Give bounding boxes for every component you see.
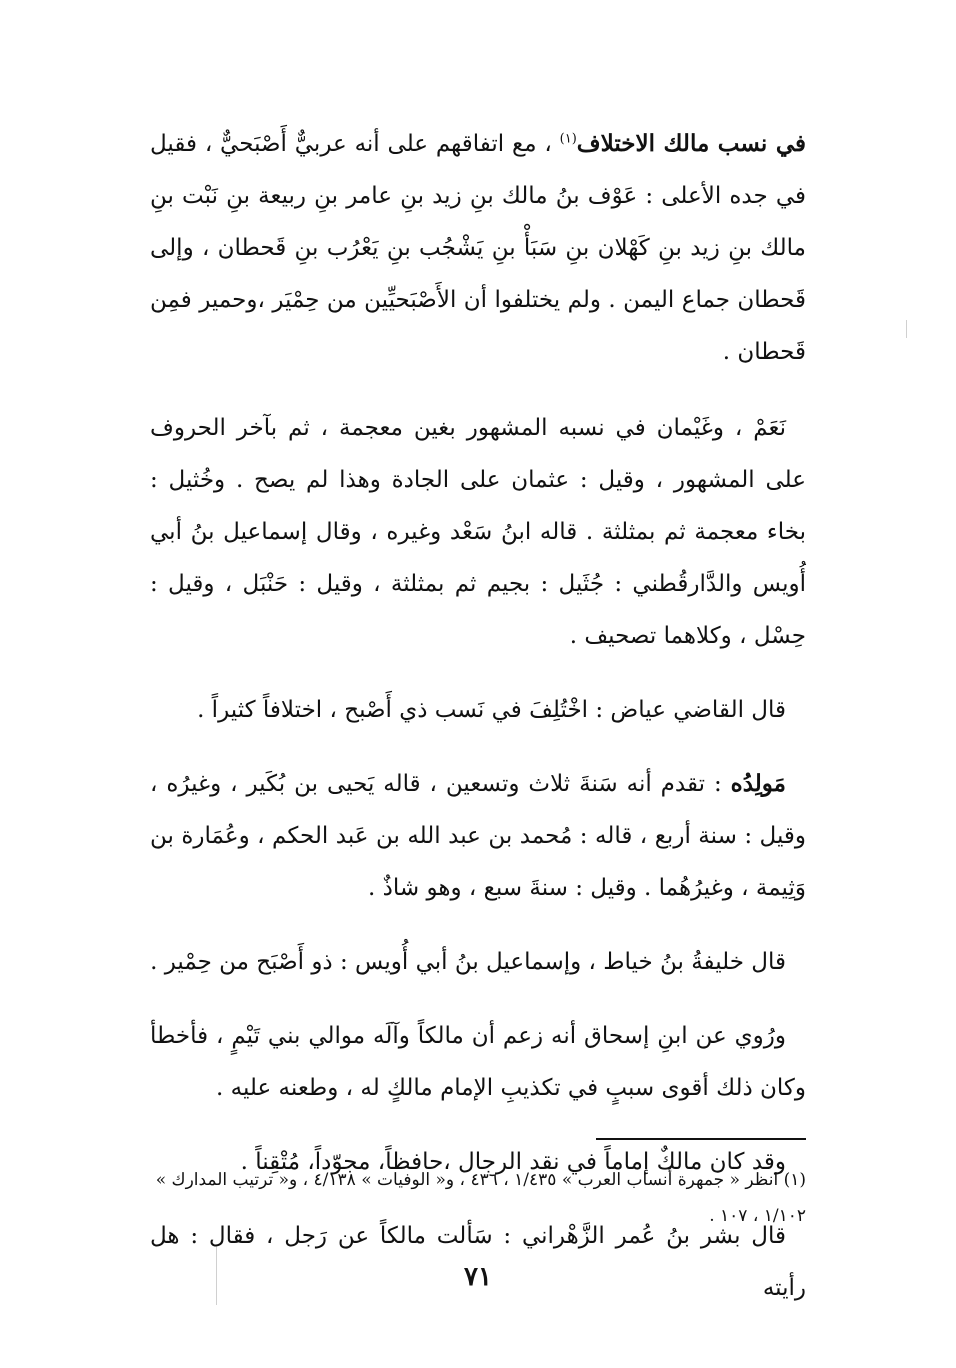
paragraph-lineage — [150, 118, 806, 378]
paragraph-text: قال خليفةُ بنُ خياط ، وإسماعيل بنُ أبي أُويس : ذو أَصْبَح من حِمْير . — [150, 949, 786, 975]
paragraph-birth — [150, 758, 806, 914]
footnote-reference: (١) — [559, 131, 577, 147]
paragraph-ghayman — [150, 402, 806, 662]
page-number: ٧١ — [464, 1262, 492, 1292]
paragraph-qadi-iyad — [150, 684, 806, 736]
paragraph-text: وقد كان مالكٌ إماماً في نقد الرجال ،حافظاً، مجوّداً، مُتْقِناً . — [240, 1149, 786, 1175]
paragraph-text: ، مع اتفاقهم على أنه عربيٌّ أَصْبَحيٌّ ، فقيل في جده الأعلى : عَوْف بنُ مالك بنِ زيد بنِ عامر بنِ ربيعة بنِ نَبْت بنِ مالك بنِ زيد بنِ كَهْلان بنِ سَبَأْ بنِ يَشْجُب بنِ يَعْرُب بنِ قَحطان ، وإلى قَحطان جماع اليمن . ولم يختلفوا أن الأَصْبَحيِّين من حِمْيَر ،وحمير فمِن قَحطان . — [150, 131, 806, 365]
paragraph-text: نَعَمْ ، وغَيْمان في نسبه المشهور بغين معجمة ، ثم بآخر الحروف على المشهور ، وقيل : عثمان على الجادة وهذا لم يصح . وخُثيل : بخاء معجمة ثم بمثلثة . قاله ابنُ سَعْد وغيره ، وقال إسماعيل بنُ أبي أُويس والدَّارقُطني : جُثَيل : بجيم ثم بمثلثة ، وقيل : حَنْبَل ، وقيل : حِسْل ، وكلاهما تصحيف . — [150, 415, 806, 649]
scan-artifact-line — [906, 320, 907, 338]
footnotes — [150, 1162, 806, 1234]
bold-lead-text: مَولِدُه — [730, 770, 786, 797]
paragraph-text: قال بشر بنُ عُمر الزَّهْراني : سَألت مالكاً عن رَجل ، فقال : هل رأيته — [150, 1223, 806, 1301]
main-text — [150, 118, 806, 1336]
footnote-item: (١) انظر « جمهرة أنساب العرب » ١/٤٣٥ ، ٤٣٦ ، و« الوفيات » ٤/١٣٨ ، و« ترتيب المدارك » ١/١٠٢ ، ١٠٧ . — [155, 1170, 806, 1226]
paragraph-khalifa — [150, 936, 806, 988]
paragraph-ibn-ishaq — [150, 1010, 806, 1114]
paragraph-text: قال القاضي عياض : اخْتُلِفَ في نَسب ذي أَصْبح ، اختلافاً كثيراً . — [197, 697, 786, 723]
bold-lead-text: في نسب مالك الاختلاف — [576, 130, 806, 157]
paragraph-text: : تقدم أنه سَنةَ ثلاث وتسعين ، قاله يَحيى بن بُكَير ، وغيرُه ، وقيل : سنة أربع ، قاله : مُحمد بن عبد الله بن عَبد الحكم ، وعُمَارة بن وَثِيمة ، وغيرُهُما . وقيل : سنةَ سبع ، وهو شاذٌ . — [150, 771, 806, 901]
footnote-separator — [596, 1138, 806, 1140]
paragraph-text: ورُوي عن ابنِ إسحاق أنه زعم أن مالكاً وآلَه موالي بني تَيْمٍ ، فأخطأ وكان ذلك أقوى سببٍ في تكذيبِ الإمام مالكٍ له ، وطعنه عليه . — [150, 1023, 806, 1101]
